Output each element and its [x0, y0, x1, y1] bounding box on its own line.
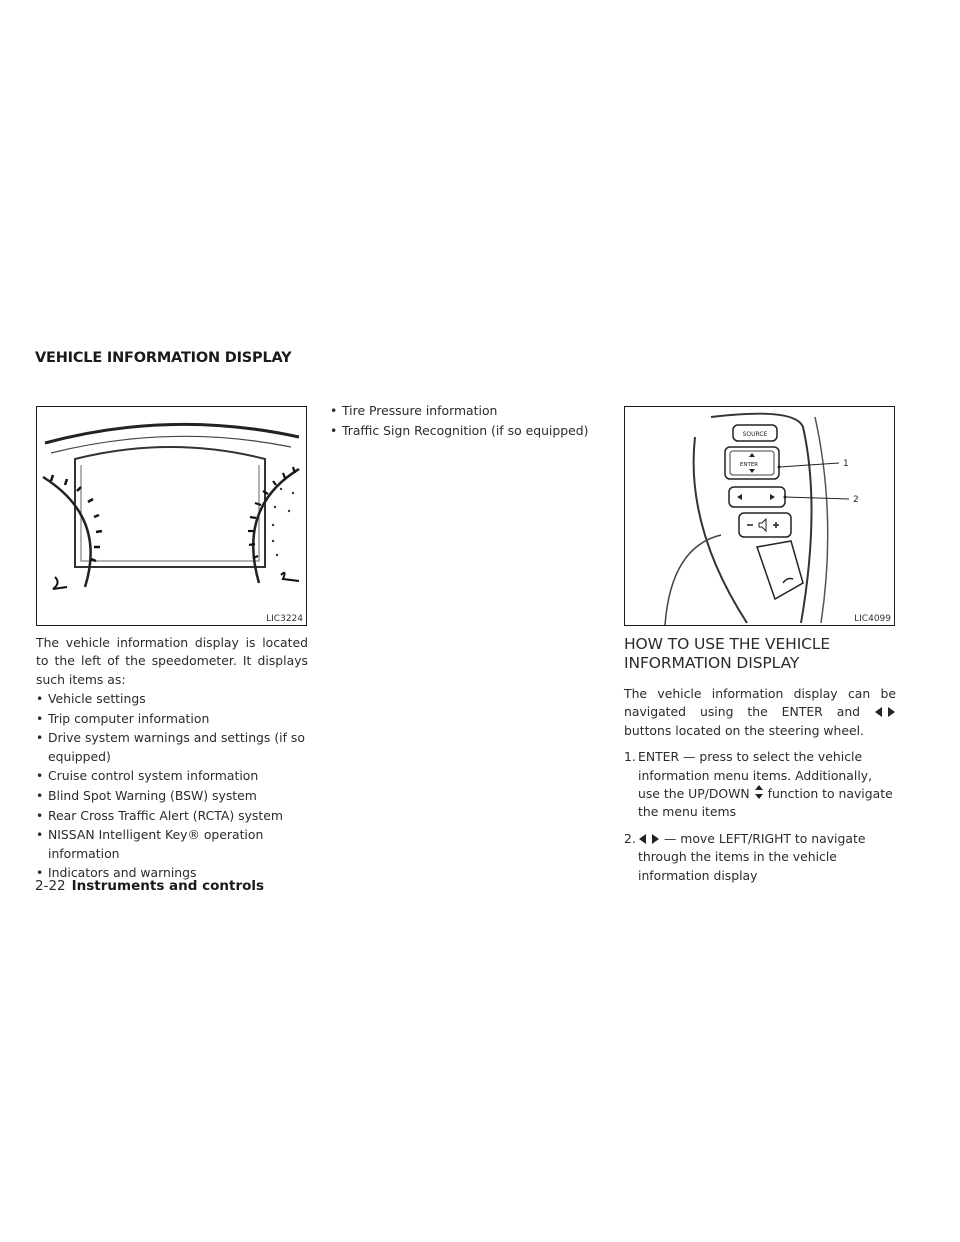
figure-code-right: LIC4099: [854, 614, 891, 624]
section-title: VEHICLE INFORMATION DISPLAY: [35, 350, 292, 366]
source-button-label: SOURCE: [742, 431, 768, 438]
displayed-items-list-continued: [330, 402, 602, 440]
displayed-items-list: [36, 690, 308, 882]
list-item: • Tire Pressure information: [330, 403, 498, 418]
right-column: [624, 635, 896, 893]
list-item: • Indicators and warnings: [36, 865, 197, 881]
list-item: • Trip computer information: [36, 710, 210, 726]
middle-column: [330, 402, 602, 441]
figure-code-left: LIC3224: [266, 614, 303, 624]
list-item: • Cruise control system information: [36, 768, 259, 784]
list-item: • Rear Cross Traffic Alert (RCTA) system: [36, 807, 283, 823]
steering-switch-illustration: [625, 407, 894, 625]
footer-section-title: Instruments and controls: [71, 878, 265, 894]
step-left-right: 2. — move LEFT/RIGHT to navigate through the items in the vehicle information display: [624, 830, 866, 883]
intro-paragraph: The vehicle information display is located to the left of the speedometer. It displays such items as:: [36, 635, 308, 687]
left-column: [36, 634, 308, 884]
up-down-arrows-icon: [754, 785, 764, 799]
steering-switch-figure: [624, 406, 895, 626]
list-item: • Drive system warnings and settings (if so equipped): [36, 730, 305, 764]
list-item: • NISSAN Intelligent Key® operation information: [36, 827, 264, 861]
subsection-heading: HOW TO USE THE VEHICLE INFORMATION DISPLAY: [624, 635, 831, 672]
callout-2-label: 2: [853, 495, 859, 505]
instrument-cluster-illustration: [37, 407, 306, 625]
callout-1-label: 1: [843, 459, 849, 469]
left-right-arrows-icon: [874, 707, 896, 717]
enter-button-label: ENTER: [739, 462, 759, 468]
left-right-arrows-icon: [638, 834, 660, 844]
step-enter: 1. ENTER — press to select the vehicle information menu items. Additionally, use the UP/DOWN function to navigate the menu items: [624, 749, 893, 820]
list-item: • Blind Spot Warning (BSW) system: [36, 788, 257, 803]
instrument-cluster-figure: [36, 406, 307, 626]
page-number: 2-22: [35, 878, 66, 894]
navigation-paragraph: The vehicle information display can be navigated using the ENTER and buttons located on the steering wheel.: [624, 686, 896, 738]
list-item: • Traffic Sign Recognition (if so equipped): [330, 422, 589, 438]
steps-list: [624, 748, 896, 885]
list-item: • Vehicle settings: [36, 691, 146, 707]
page-footer: [35, 878, 264, 894]
